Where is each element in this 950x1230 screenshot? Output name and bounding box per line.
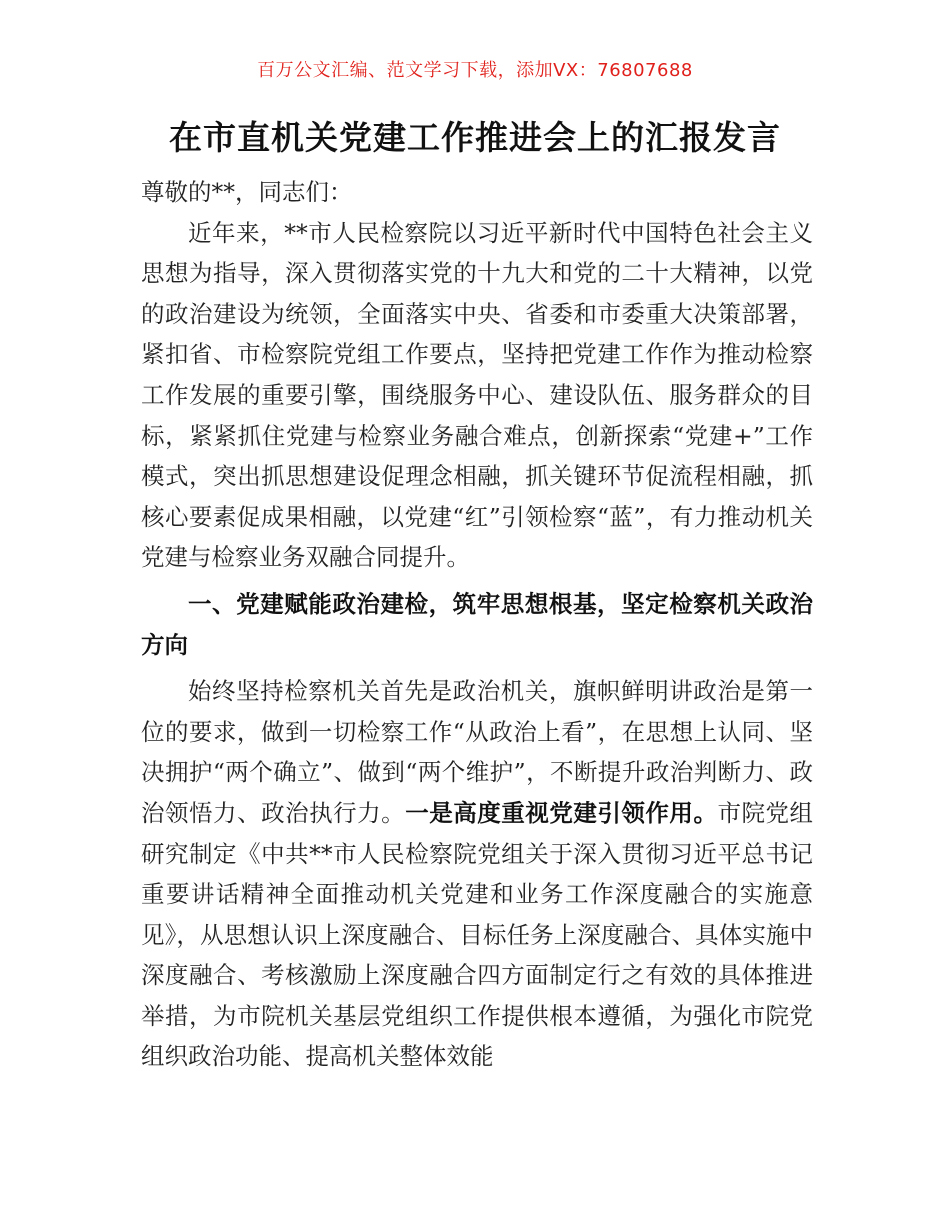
paragraph-text-after: 市院党组研究制定《中共**市人民检察院党组关于深入贯彻习近平总书记重要讲话精神全面推动机关党建和业务工作深度融合的实施意见》，从思想认识上深度融合、目标任务上深度融合、具体实施中深度融合、考核激励上深度融合四方面制定行之有效的具体推进举措，为市院机关基层党组织工作提供根本遵循，为强化市院党组织政治功能、提高机关整体效能 bbox=[141, 798, 814, 1071]
document-body bbox=[141, 172, 813, 1077]
paragraph-bold-lead: 一是高度重视党建引领作用。 bbox=[405, 798, 718, 827]
salutation: 尊敬的**，同志们： bbox=[141, 178, 353, 206]
paragraph-text-before: 始终坚持检察机关首先是政治机关，旗帜鲜明讲政治是第一位的要求，做到一切检察工作“从政治上看”，在思想上认同、坚决拥护“两个确立”、做到“两个维护”，不断提升政治判断力、政治领悟力、政治执行力。 bbox=[141, 677, 813, 827]
document-title: 在市直机关党建工作推进会上的汇报发言 bbox=[169, 118, 781, 157]
promo-banner: 百万公文汇编、范文学习下载，添加VX：76807688 bbox=[257, 60, 693, 81]
paragraph-section-1 bbox=[141, 671, 813, 1077]
section-heading-1: 一、党建赋能政治建检，筑牢思想根基，坚定检察机关政治方向 bbox=[141, 589, 813, 659]
paragraph-intro: 近年来，**市人民检察院以习近平新时代中国特色社会主义思想为指导，深入贯彻落实党的十九大和党的二十大精神，以党的政治建设为统领，全面落实中央、省委和市委重大决策部署，紧扣省、市检察院党组工作要点，坚持把党建工作作为推动检察工作发展的重要引擎，围绕服务中心、建设队伍、服务群众的目标，紧紧抓住党建与检察业务融合难点，创新探索“党建+”工作模式，突出抓思想建设促理念相融，抓关键环节促流程相融，抓核心要素促成果相融，以党建“红”引领检察“蓝”，有力推动机关党建与检察业务双融合同提升。 bbox=[141, 218, 813, 572]
